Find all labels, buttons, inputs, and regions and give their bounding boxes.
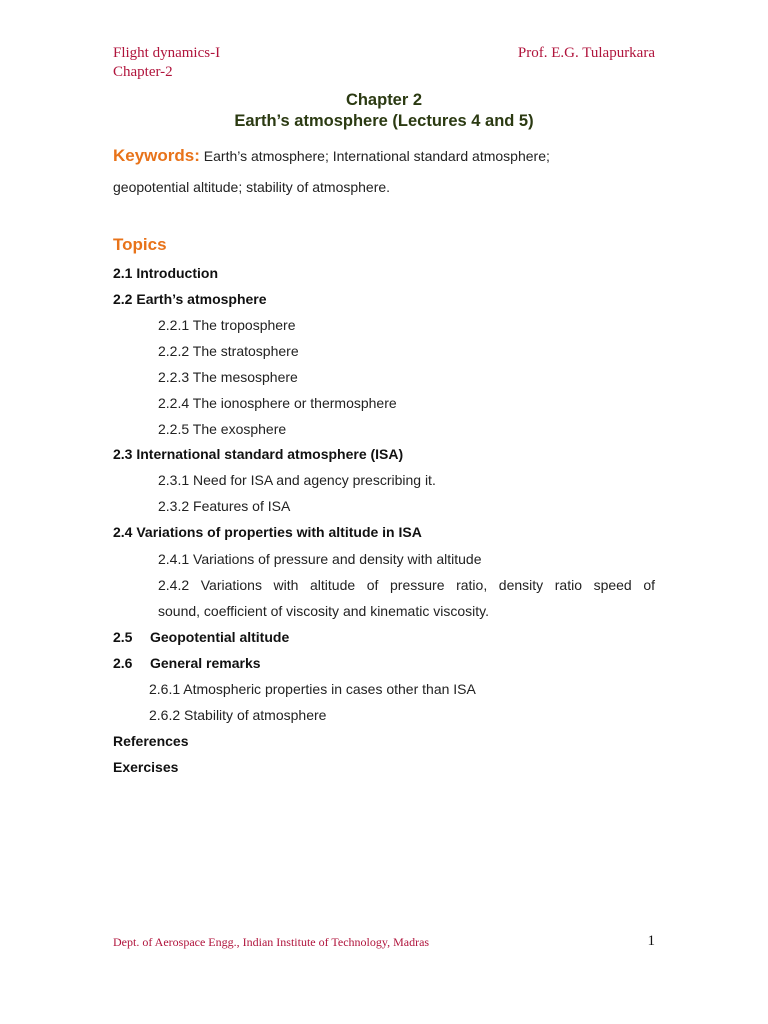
toc-2-5-title: Geopotential altitude — [150, 629, 290, 645]
keywords-line-2: geopotential altitude; stability of atmosphere. — [113, 179, 391, 195]
toc-exercises: Exercises — [113, 759, 179, 775]
toc-2-6 — [113, 654, 261, 672]
chapter-number: Chapter 2 — [345, 91, 423, 109]
toc-2-4-2: 2.4.2 Variations with altitude of pressure ratio, density ratio speed of — [158, 577, 655, 593]
chapter-label: Chapter-2 — [113, 64, 173, 80]
toc-2-4: 2.4 Variations of properties with altitude in ISA — [113, 524, 422, 540]
toc-2-2-1: 2.2.1 The troposphere — [158, 317, 296, 333]
toc-2-1: 2.1 Introduction — [113, 265, 218, 281]
author-name: Prof. E.G. Tulapurkara — [517, 45, 655, 61]
page-title — [0, 90, 768, 132]
toc-2-6-1: 2.6.1 Atmospheric properties in cases other than ISA — [149, 681, 476, 697]
keywords-line-1 — [113, 146, 655, 166]
toc-2-6-title: General remarks — [150, 655, 261, 671]
toc-2-2-2: 2.2.2 The stratosphere — [158, 343, 299, 359]
toc-2-2-5: 2.2.5 The exosphere — [158, 421, 287, 437]
toc-references: References — [113, 733, 189, 749]
toc-2-3: 2.3 International standard atmosphere (ISA) — [113, 446, 404, 462]
running-header-left — [113, 44, 220, 82]
toc-2-2-4: 2.2.4 The ionosphere or thermosphere — [158, 395, 397, 411]
topics-heading: Topics — [113, 235, 167, 254]
keywords-text-1: Earth’s atmosphere; International standard atmosphere; — [199, 148, 550, 164]
keywords-label: Keywords: — [113, 146, 200, 165]
toc-2-6-2: 2.6.2 Stability of atmosphere — [149, 707, 327, 723]
toc-2-5 — [113, 628, 289, 646]
toc-2-6-number: 2.6 — [113, 655, 133, 671]
course-name: Flight dynamics-I — [113, 45, 221, 61]
chapter-subtitle: Earth’s atmosphere (Lectures 4 and 5) — [234, 112, 534, 130]
toc-2-2: 2.2 Earth’s atmosphere — [113, 291, 267, 307]
toc-2-5-number: 2.5 — [113, 629, 133, 645]
toc-2-4-2-cont: sound, coefficient of viscosity and kinematic viscosity. — [158, 603, 489, 619]
toc-2-3-2: 2.3.2 Features of ISA — [158, 498, 291, 514]
toc-2-2-3: 2.2.3 The mesosphere — [158, 369, 298, 385]
page-number: 1 — [647, 933, 655, 949]
toc-2-3-1: 2.3.1 Need for ISA and agency prescribing it. — [158, 472, 436, 488]
footer-department: Dept. of Aerospace Engg., Indian Institute of Technology, Madras — [113, 935, 430, 949]
toc-2-4-1: 2.4.1 Variations of pressure and density with altitude — [158, 551, 482, 567]
